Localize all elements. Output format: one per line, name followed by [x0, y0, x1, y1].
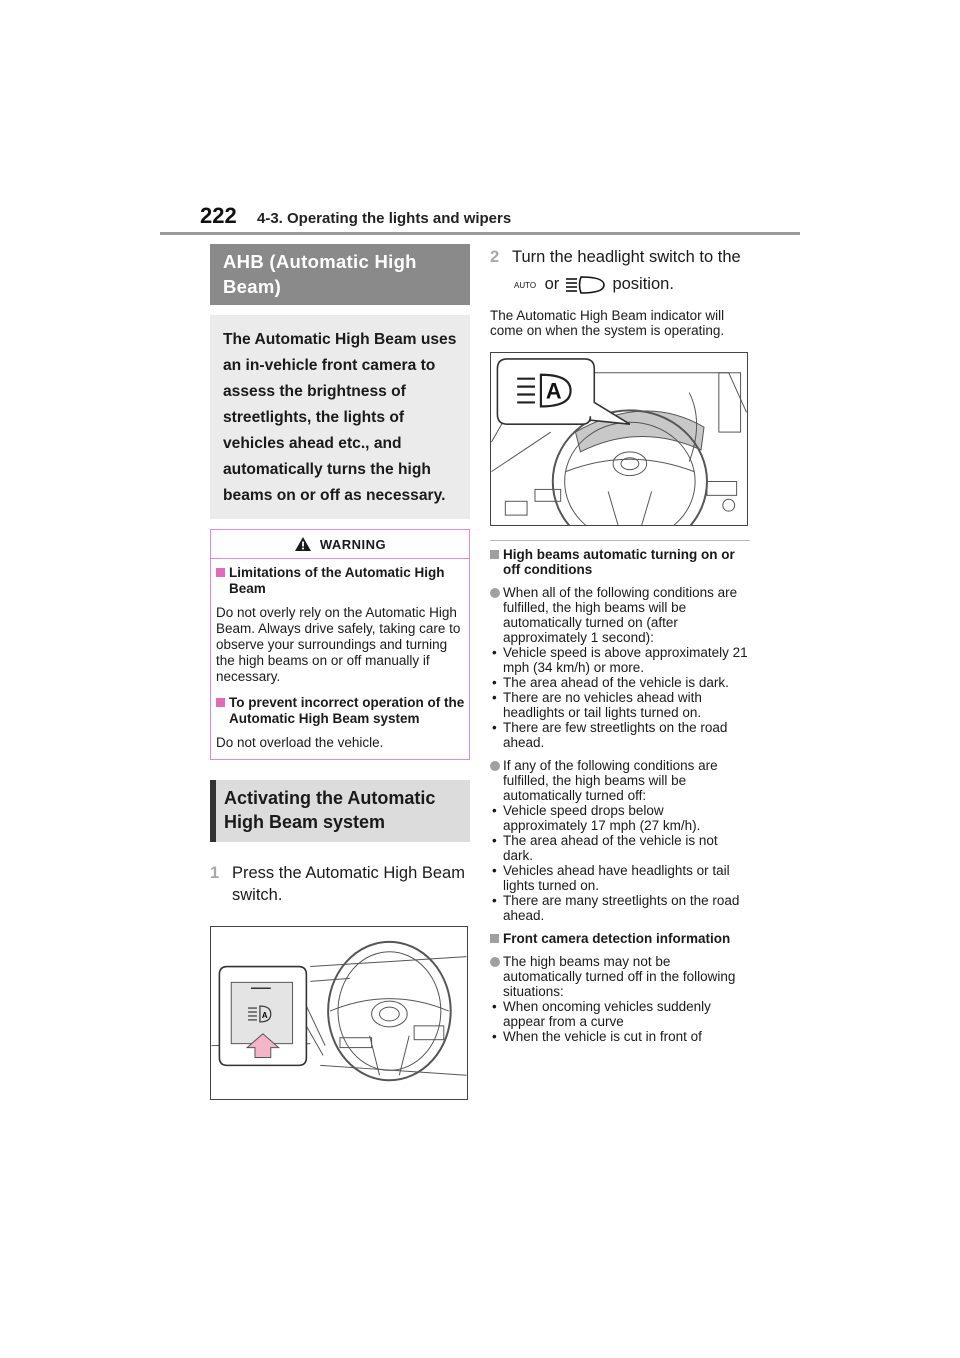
- sub-heading: Activating the Automatic High Beam system: [210, 780, 470, 842]
- warning-box: [210, 529, 470, 760]
- square-marker-icon: [490, 550, 499, 559]
- warning-item-text: Do not overly rely on the Automatic High Beam. Always drive safely, taking care to observe your surroundings and turning the high beams on or off manually if necessary.: [216, 605, 461, 684]
- list-item: • There are no vehicles ahead with headlights or tail lights turned on.: [492, 690, 702, 720]
- warning-triangle-icon: [294, 536, 312, 552]
- condition-list: [490, 645, 750, 750]
- left-column: [210, 244, 470, 1100]
- main-heading: AHB (Automatic High Beam): [210, 244, 470, 305]
- list-item: • There are few streetlights on the road ahead.: [492, 720, 728, 750]
- bullet-dot-icon: [490, 761, 500, 771]
- list-item: • When oncoming vehicles suddenly appear from a curve: [492, 999, 711, 1029]
- warning-item-title: To prevent incorrect operation of the Automatic High Beam system: [229, 695, 465, 726]
- warning-item: [211, 695, 469, 751]
- warning-header: [211, 530, 469, 558]
- step-text: Press the Automatic High Beam switch.: [232, 864, 465, 904]
- warning-label: WARNING: [319, 536, 387, 552]
- ahb-indicator-illustration: [490, 352, 748, 526]
- step-number: 1: [210, 864, 220, 882]
- intro-box: The Automatic High Beam uses an in-vehicle front camera to assess the brightness of streetlights, the lights of vehicles ahead etc., and automatically turns the high beams on or off as necessary.: [210, 315, 470, 519]
- info-bullet: If any of the following conditions are fulfilled, the high beams will be automatically turned off:: [490, 758, 750, 803]
- section-title: 4-3. Operating the lights and wipers: [257, 210, 512, 227]
- square-marker-icon: [216, 568, 225, 577]
- info-heading: Front camera detection information: [490, 931, 750, 946]
- bullet-dot-icon: [490, 957, 500, 967]
- list-item: • There are many streetlights on the road ahead.: [492, 893, 740, 923]
- square-marker-icon: [490, 934, 499, 943]
- step-text-after: position.: [612, 275, 674, 293]
- list-item: • Vehicle speed drops below approximately 17 mph (27 km/h).: [492, 803, 701, 833]
- right-column: [490, 244, 750, 1044]
- list-item: • The area ahead of the vehicle is not dark.: [492, 833, 718, 863]
- warning-item: [211, 565, 469, 685]
- info-divider: [490, 540, 750, 541]
- step-2: [490, 244, 750, 298]
- warning-item-text: Do not overload the vehicle.: [216, 735, 384, 750]
- condition-list: [490, 803, 750, 923]
- step-text-or: or: [544, 275, 560, 293]
- indicator-letter: A: [261, 1010, 268, 1020]
- auto-label: AUTO: [514, 280, 537, 290]
- list-item: • Vehicles ahead have headlights or tail lights turned on.: [492, 863, 730, 893]
- headlight-high-beam-icon: [564, 274, 608, 296]
- step-1: [210, 862, 470, 906]
- list-item: • Vehicle speed is above approximately 21 mph (34 km/h) or more.: [492, 645, 748, 675]
- page-number: 222: [200, 203, 237, 228]
- list-item: • The area ahead of the vehicle is dark.: [492, 675, 729, 690]
- indicator-letter-large: A: [545, 378, 562, 404]
- ahb-switch-illustration: [210, 926, 468, 1100]
- step-text: Turn the headlight switch to the: [512, 248, 741, 266]
- info-bullet: The high beams may not be automatically turned off in the following situations:: [490, 954, 750, 999]
- header-rule: [160, 232, 800, 235]
- bullet-dot-icon: [490, 588, 500, 598]
- square-marker-icon: [216, 698, 225, 707]
- step-number: 2: [490, 248, 500, 266]
- info-heading: High beams automatic turning on or off conditions: [490, 547, 750, 577]
- instrument-cluster-drawing: [491, 353, 747, 525]
- steering-wheel-switch-drawing: [211, 927, 467, 1099]
- condition-list: [490, 999, 750, 1044]
- warning-item-title: Limitations of the Automatic High Beam: [229, 565, 445, 596]
- list-item: • When the vehicle is cut in front of: [492, 1029, 702, 1044]
- step-2-note: The Automatic High Beam indicator will come on when the system is operating.: [490, 308, 725, 338]
- warning-divider: [211, 558, 469, 559]
- info-bullet: When all of the following conditions are fulfilled, the high beams will be automatically turned on (after approximately 1 second):: [490, 585, 750, 645]
- auto-switch-icon: [512, 278, 540, 292]
